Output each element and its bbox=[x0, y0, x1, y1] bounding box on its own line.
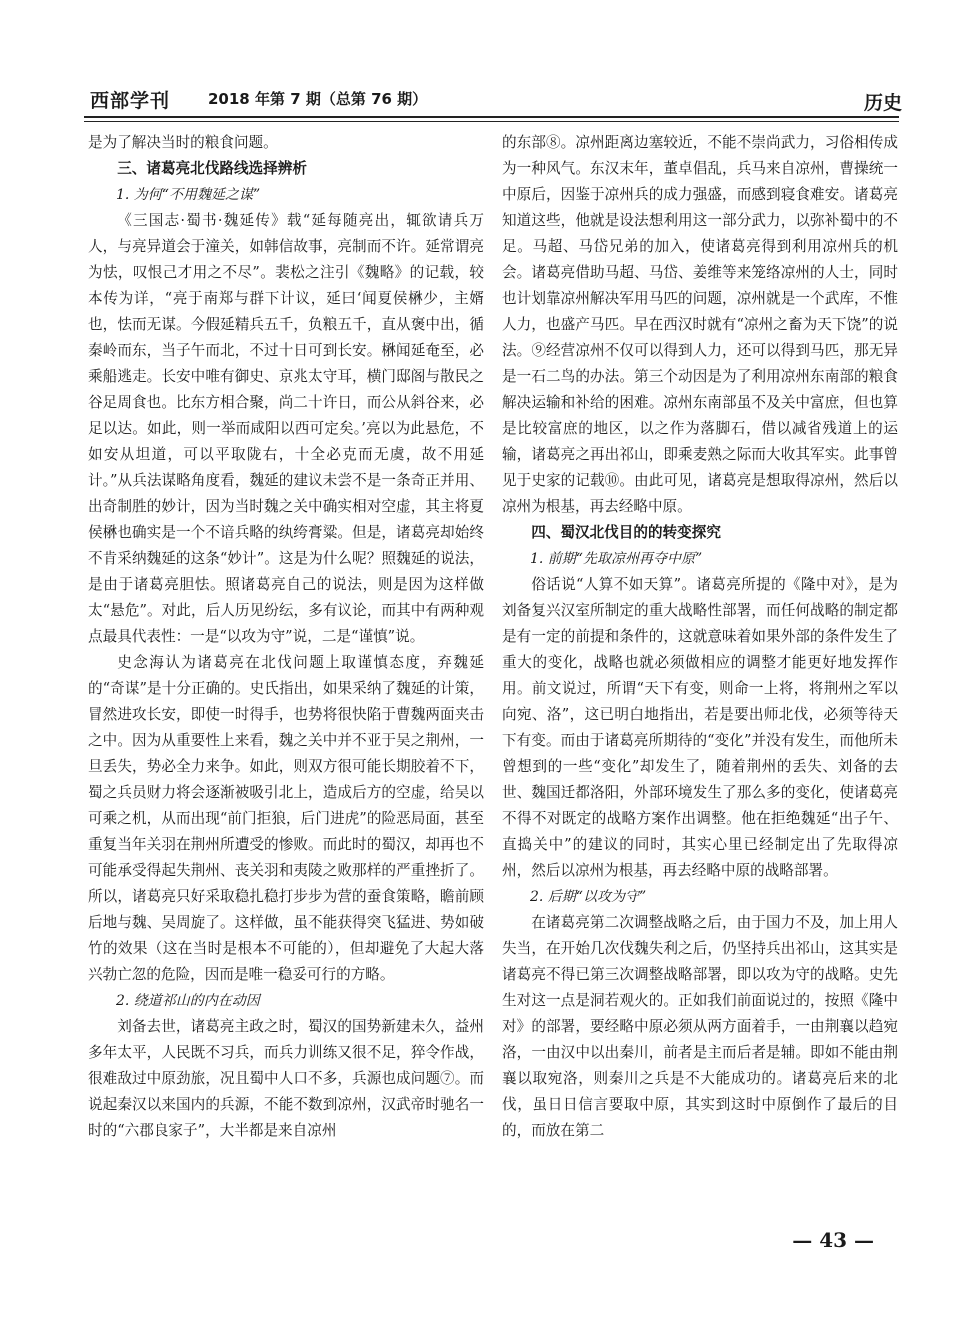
paragraph: 《三国志·蜀书·魏延传》载“延每随亮出，辄欲请兵万人，与亮异道会于潼关，如韩信故事，亮制而不许。延常谓亮为怯，叹恨己才用之不尽”。裴松之注引《魏略》的记载，较本传为详，“亮于南郑与群下计议，延曰‘闻夏侯楙少，主婿也，怯而无谋。今假延精兵五千，负粮五千，直从褒中出，循秦岭而东，当子午而北，不过十日可到长安。楙闻延奄至，必乘船逃走。长安中唯有御史、京兆太守耳，横门邸阁与散民之谷足周食也。比东方相合聚，尚二十许日，而公从斜谷来，必足以达。如此，则一举而咸阳以西可定矣。’亮以为此悬危，不如安从坦道，可以平取陇右，十全必克而无虞，故不用延计。”从兵法谋略角度看，魏延的建议未尝不是一条奇正并用、出奇制胜的妙计，因为当时魏之关中确实相对空虚，其主将夏侯楙也确实是一个不谙兵略的纨绔膏粱。但是，诸葛亮却始终不肯采纳魏延的这条“妙计”。这是为什么呢？照魏延的说法，是由于诸葛亮胆怯。照诸葛亮自己的说法，则是因为这样做太“悬危”。对此，后人历见纷纭，多有议论，而其中有两种观点最具代表性：一是“以攻为守”说，二是“谨慎”说。 bbox=[88, 212, 484, 645]
paragraph: 刘备去世，诸葛亮主政之时，蜀汉的国势新建未久，益州多年太平，人民既不习兵，而兵力训练又很不足，猝令作战，很难敌过中原劲旅，况且蜀中人口不多，兵源也成问题⑦。而说起秦汉以来国内的兵源，不能不数到凉州，汉武帝时驰名一时的“六郡良家子”，大半都是来自凉州 bbox=[88, 1018, 484, 1139]
subsection-heading: 2. 后期“以攻为守” bbox=[530, 889, 647, 905]
page-header bbox=[80, 80, 902, 120]
issue-info: 2018 年第 7 期（总第 76 期） bbox=[208, 90, 428, 108]
left-column bbox=[88, 130, 484, 1230]
paragraph: 的东部⑧。凉州距离边塞较近，不能不崇尚武力，习俗相传成为一种风气。东汉末年，董卓倡乱，兵马来自凉州，曹操统一中原后，因鉴于凉州兵的成力强盛，而感到寝食难安。诸葛亮知道这些，他就是设法想利用这一部分武力，以弥补蜀中的不足。马超、马岱兄弟的加入，使诸葛亮得到利用凉州兵的机会。诸葛亮借助马超、马岱、姜维等来笼络凉州的人士，同时也计划靠凉州解决军用马匹的问题，凉州就是一个武库，不惟人力，也盛产马匹。早在西汉时就有“凉州之畜为天下饶”的说法。⑨经营凉州不仅可以得到人力，还可以得到马匹，那无异是一石二鸟的办法。第三个动因是为了利用凉州东南部的粮食解决运输和补给的困难。凉州东南部虽不及关中富庶，但也算是比较富庶的地区，以之作为落脚石，借以减省残道上的运输，诸葛亮之再出祁山，即乘麦熟之际而大收其军实。此事曾见于史家的记载⑩。由此可见，诸葛亮是想取得凉州，然后以凉州为根基，再去经略中原。 bbox=[502, 134, 898, 515]
subsection-heading: 1. 为何“不用魏延之谋” bbox=[116, 187, 261, 203]
right-column bbox=[502, 130, 898, 1230]
section-heading: 四、蜀汉北伐目的的转变探究 bbox=[531, 524, 721, 541]
paragraph: 俗话说“人算不如天算”。诸葛亮所提的《隆中对》，是为刘备复兴汉室所制定的重大战略性部署，而任何战略的制定都是有一定的前提和条件的，这就意味着如果外部的条件发生了重大的变化，战略也就必须做相应的调整才能更好地发挥作用。前文说过，所谓“天下有变，则命一上将，将荆州之军以向宛、洛”，这已明白地指出，若是要出师北伐，必须等待天下有变。而由于诸葛亮所期待的“变化”并没有发生，而他所未曾想到的一些“变化”却发生了，随着荆州的丢失、刘备的去世、魏国迁都洛阳，外部环境发生了那么多的变化，使诸葛亮不得不对既定的战略方案作出调整。他在拒绝魏延“出子午、直捣关中”的建议的同时，其实心里已经制定出了先取得凉州，然后以凉州为根基，再去经略中原的战略部署。 bbox=[502, 576, 898, 879]
page-number: — 43 — bbox=[792, 1228, 874, 1252]
section-label: 历史 bbox=[863, 92, 902, 114]
subsection-heading: 1. 前期“先取凉州再夺中原” bbox=[530, 551, 703, 567]
header-rule-thin bbox=[84, 121, 899, 122]
subsection-heading: 2. 绕道祁山的内在动因 bbox=[116, 993, 260, 1009]
journal-title: 西部学刊 bbox=[90, 90, 171, 112]
header-rule-thick bbox=[84, 116, 899, 118]
section-heading: 三、诸葛亮北伐路线选择辨析 bbox=[117, 160, 307, 177]
paragraph: 在诸葛亮第二次调整战略之后，由于国力不及，加上用人失当，在开始几次伐魏失利之后，仍坚持兵出祁山，这其实是诸葛亮不得已第三次调整战略部署，即以攻为守的战略。史先生对这一点是洞若观火的。正如我们前面说过的，按照《隆中对》的部署，要经略中原必须从两方面着手，一由荆襄以趋宛洛，一由汉中以出秦川，前者是主而后者是辅。即如不能由荆襄以取宛洛，则秦川之兵是不大能成功的。诸葛亮后来的北伐，虽日日信言要取中原，其实到这时中原倒作了最后的目的，而放在第二 bbox=[502, 914, 898, 1139]
paragraph: 是为了解决当时的粮食问题。 bbox=[88, 134, 278, 151]
paragraph: 史念海认为诸葛亮在北伐问题上取谨慎态度，弃魏延的“奇谋”是十分正确的。史氏指出，如果采纳了魏延的计策，冒然进攻长安，即使一时得手，也势将很快陷于曹魏两面夹击之中。因为从重要性上来看，魏之关中并不亚于吴之荆州，一旦丢失，势必全力来争。如此，则双方很可能长期胶着不下，蜀之兵员财力将会逐渐被吸引北上，造成后方的空虚，给吴以可乘之机，从而出现“前门拒狼，后门进虎”的险恶局面，甚至重复当年关羽在荆州所遭受的惨败。而此时的蜀汉，却再也不可能承受得起失荆州、丧关羽和夷陵之败那样的严重挫折了。所以，诸葛亮只好采取稳扎稳打步步为营的蚕食策略，瞻前顾后地与魏、吴周旋了。这样做，虽不能获得突飞猛进、势如破竹的效果（这在当时是根本不可能的），但却避免了大起大落兴勃亡忽的危险，因而是唯一稳妥可行的方略。 bbox=[88, 654, 484, 983]
